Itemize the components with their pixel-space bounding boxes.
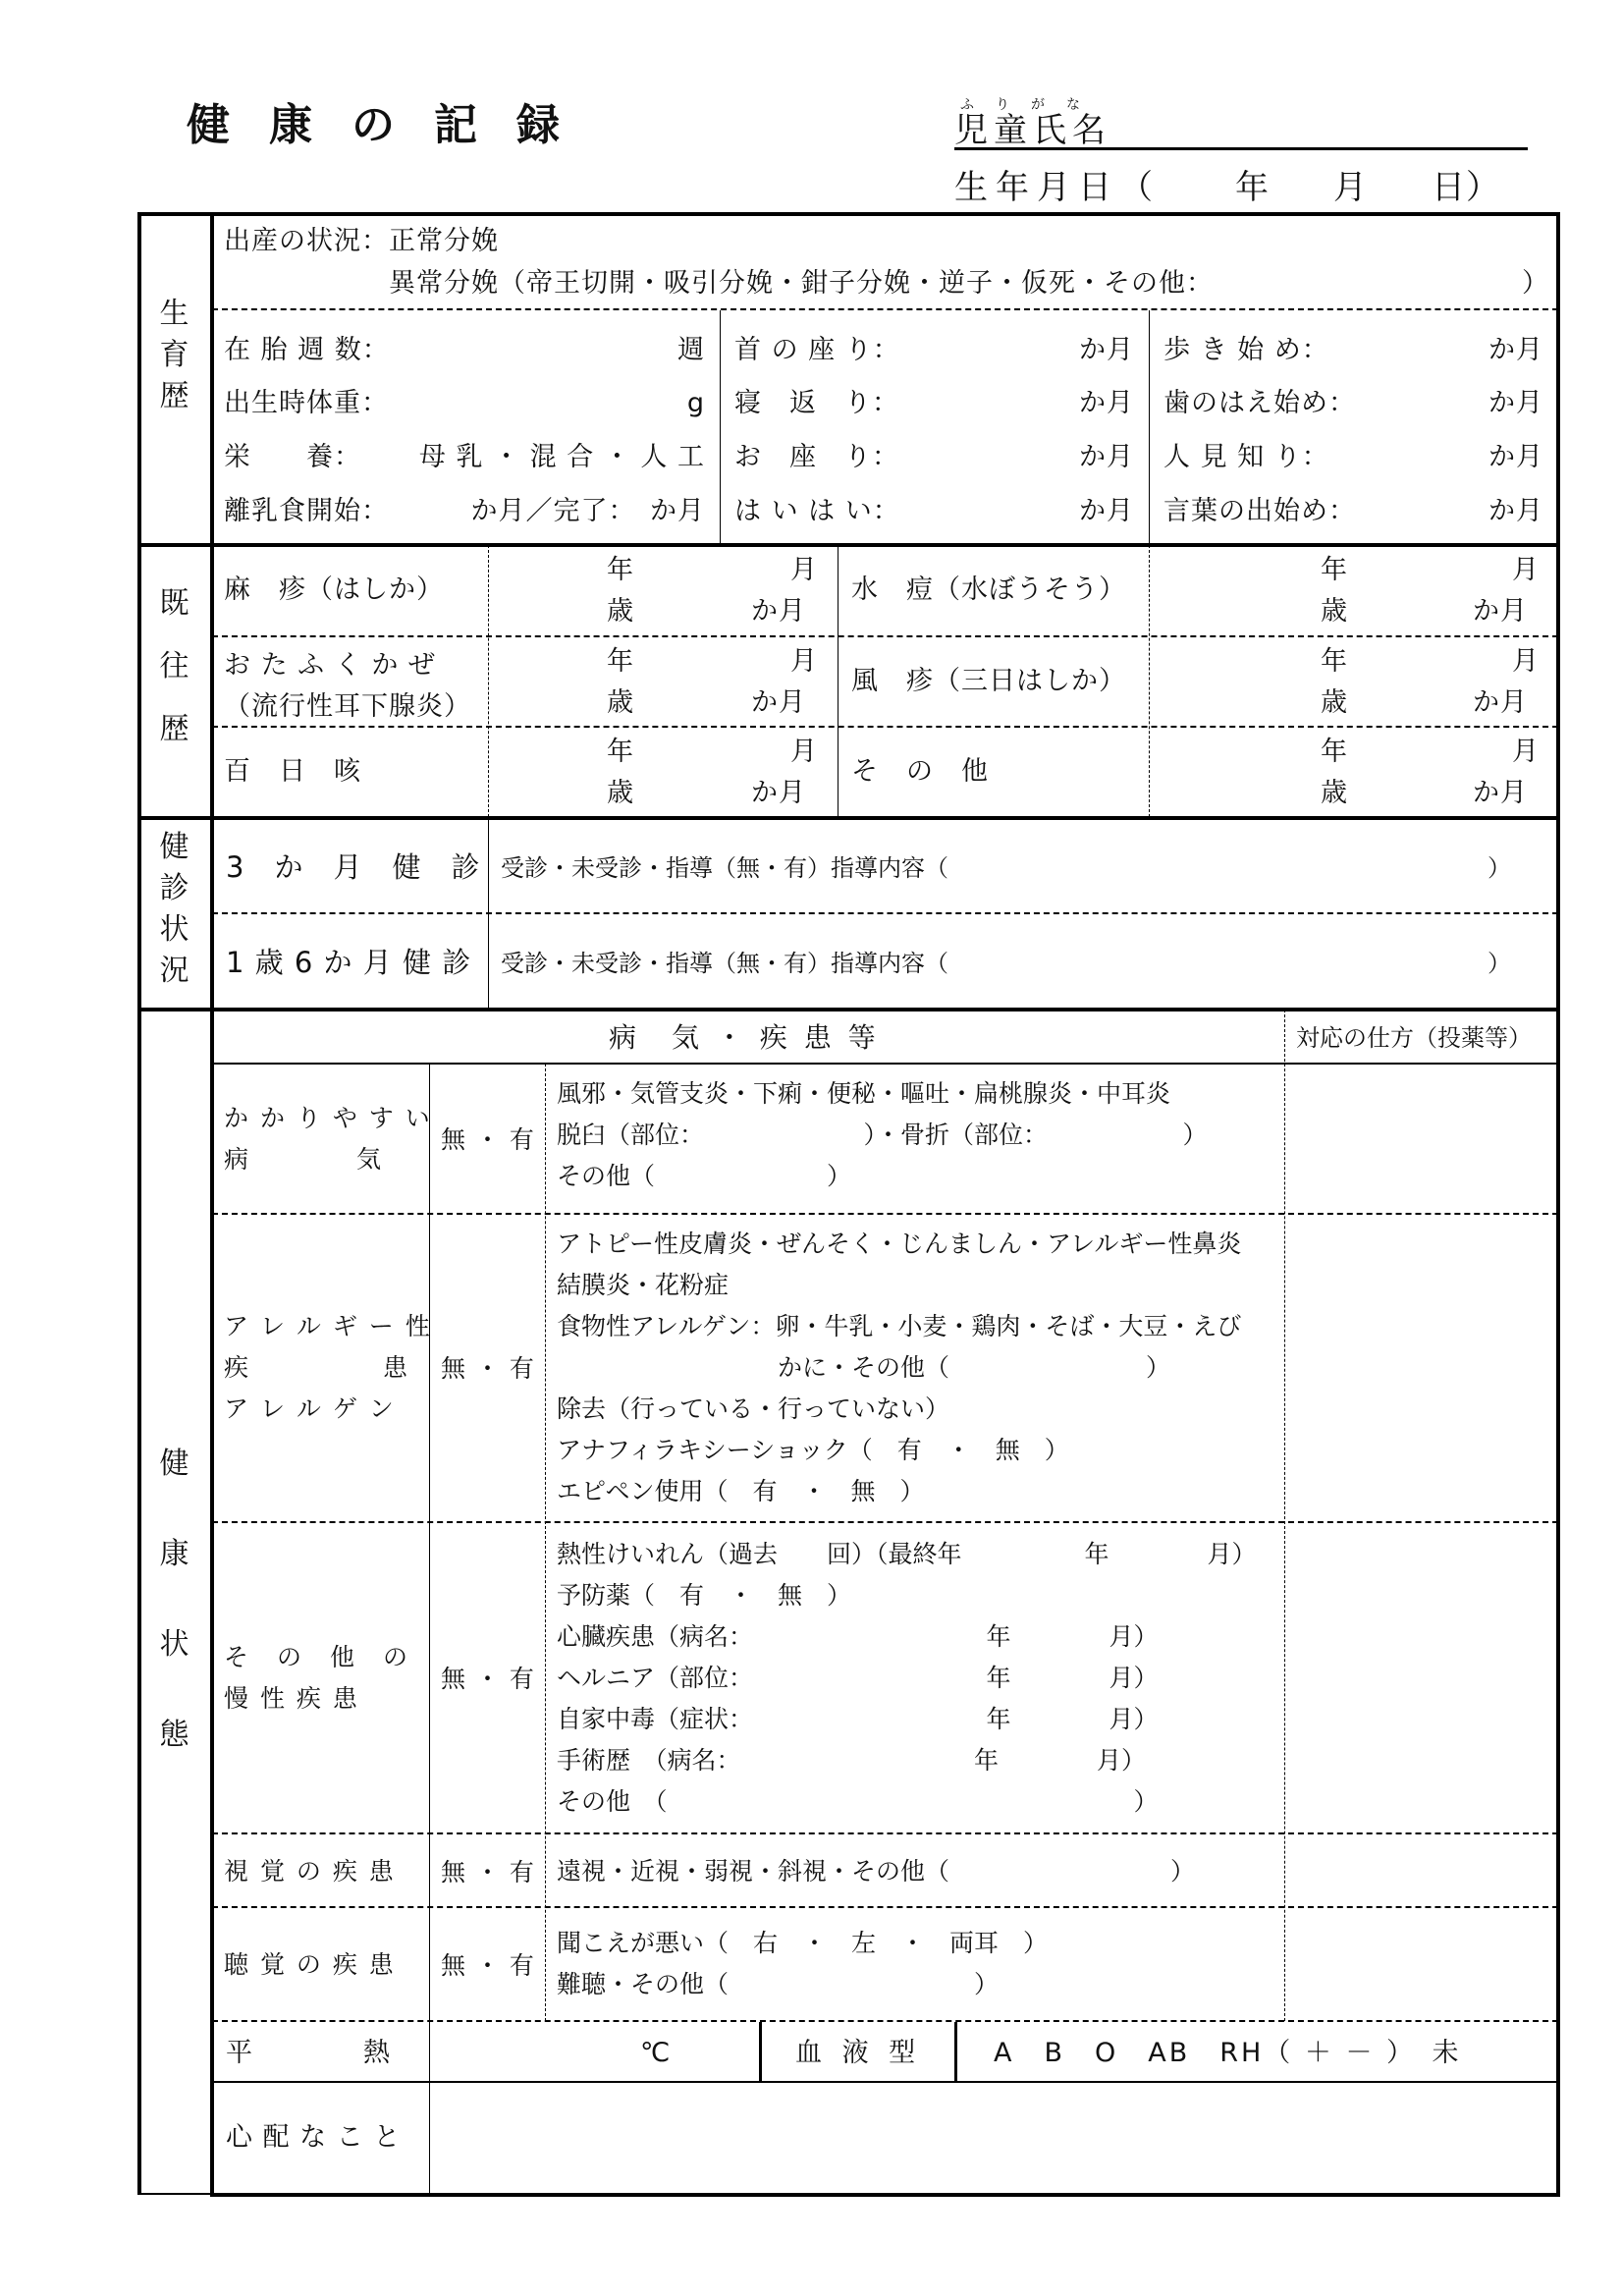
col-divider <box>720 310 721 544</box>
birth-abnormal-close: ） <box>1522 268 1549 299</box>
history-year-unit: 年 <box>607 737 634 767</box>
history-year-unit: 年 <box>607 646 634 677</box>
section-label-char: 育 <box>159 338 189 372</box>
health-detail-line[interactable]: その他（ ） <box>557 1162 852 1190</box>
history-month-unit: 月 <box>790 646 818 677</box>
growth-item-unit: か月 <box>1488 496 1543 526</box>
growth-item-unit: か月 <box>1488 335 1543 365</box>
row-divider <box>212 635 1558 637</box>
history-age-month-unit: か月 <box>1473 778 1528 808</box>
col-divider <box>954 2022 957 2083</box>
table-bottom-border <box>210 2193 1560 2197</box>
history-month-unit: 月 <box>790 555 818 585</box>
yes-no-selector[interactable]: 無 ・ 有 <box>441 1124 535 1154</box>
history-month-unit: 月 <box>1512 555 1540 585</box>
history-age-month-unit: か月 <box>1473 687 1528 718</box>
health-category-label: 視 覚 の 疾 患 <box>224 1856 396 1886</box>
history-disease-label: （流行性耳下腺炎） <box>224 691 471 722</box>
health-detail-line[interactable]: 風邪・気管支炎・下痢・便秘・嘔吐・扁桃腺炎・中耳炎 <box>557 1079 1171 1108</box>
history-date-field[interactable] <box>1213 549 1551 631</box>
history-month-unit: 月 <box>790 737 818 767</box>
health-category-label: 聴 覚 の 疾 患 <box>224 1949 396 1979</box>
history-age-unit: 歳 <box>1321 596 1348 627</box>
section-label-growth <box>137 297 211 413</box>
checkup-18month-guidance-field[interactable] <box>972 941 1483 980</box>
label-column-border <box>210 212 214 2197</box>
history-year-unit: 年 <box>607 555 634 585</box>
row-divider <box>212 1832 1558 1834</box>
checkup-3month-close: ） <box>1488 854 1512 882</box>
response-field[interactable] <box>1290 1912 1553 2017</box>
health-detail-line[interactable]: 心臓疾患（病名： 年 月） <box>557 1622 1159 1651</box>
growth-item-field[interactable] <box>1360 384 1475 421</box>
health-detail-line[interactable]: エピペン使用（ 有 ・ 無 ） <box>557 1477 925 1505</box>
history-year-unit: 年 <box>1321 737 1348 767</box>
section-label-char: 既 <box>159 586 189 621</box>
concerns-label: 心 配 な こ と <box>226 2122 402 2153</box>
name-furigana: ふりがな <box>960 97 1102 113</box>
row-divider <box>212 1063 1558 1065</box>
growth-item-unit: か月 <box>1079 496 1134 526</box>
section-label-char: 往 <box>159 649 189 683</box>
label-column-bottom <box>137 2193 212 2195</box>
growth-item-unit: か月 <box>1079 335 1134 365</box>
birth-date-label: 生年月日（ <box>954 168 1161 207</box>
row-divider <box>212 1213 1558 1215</box>
section-label-checkups <box>137 830 211 988</box>
history-date-field[interactable] <box>499 640 830 723</box>
col-divider <box>1149 545 1150 817</box>
blood-type-options[interactable]: A B O AB RH（ ＋ － ） 未 <box>994 2038 1462 2068</box>
header-disease: 病 気 ・ 疾 患 等 <box>609 1021 880 1054</box>
health-detail-line[interactable]: 難聴・その他（ ） <box>557 1970 1000 1998</box>
row-divider <box>212 1521 1558 1523</box>
concerns-field[interactable] <box>434 2087 1553 2189</box>
health-category-label: 疾 患 <box>224 1353 410 1382</box>
health-detail-line[interactable]: 結膜炎・花粉症 <box>557 1271 730 1299</box>
growth-item-unit: か月 <box>1079 442 1134 472</box>
name-underline <box>954 147 1528 150</box>
history-month-unit: 月 <box>1512 646 1540 677</box>
row-divider <box>212 1906 1558 1908</box>
growth-item-label: お 座 り： <box>734 442 899 472</box>
history-year-unit: 年 <box>1321 555 1348 585</box>
section-label-history <box>137 586 211 746</box>
section-label-char: 状 <box>159 1627 189 1662</box>
section-label-char: 健 <box>159 1447 189 1481</box>
growth-item-label: 首 の 座 り： <box>734 335 900 365</box>
health-detail-line[interactable]: 自家中毒（症状： 年 月） <box>557 1705 1159 1733</box>
section-divider <box>137 816 1560 820</box>
health-detail-line[interactable]: アトピー性皮膚炎・ぜんそく・じんましん・アレルギー性鼻炎 <box>557 1230 1242 1258</box>
checkup-3month-label: 3 か 月 健 診 <box>226 850 481 884</box>
temp-unit: ℃ <box>640 2038 672 2068</box>
response-field[interactable] <box>1290 1838 1553 1904</box>
section-label-health <box>137 1449 211 1750</box>
yes-no-selector[interactable]: 無 ・ 有 <box>441 1665 535 1693</box>
history-age-month-unit: か月 <box>1473 596 1528 627</box>
growth-item-unit: g <box>686 388 705 418</box>
growth-item-field[interactable] <box>931 492 1065 529</box>
section-label-char: 歴 <box>159 379 189 413</box>
birth-day-field[interactable] <box>1370 167 1429 206</box>
blood-type-label: 血 液 型 <box>795 2038 922 2068</box>
health-detail-line[interactable]: その他 （ ） <box>557 1787 1159 1816</box>
history-disease-label: 風 疹（三日はしか） <box>851 666 1126 696</box>
section-label-char: 歴 <box>159 712 189 746</box>
history-disease-label: お た ふ く か ぜ <box>224 650 436 681</box>
health-category-label: か か り や す い <box>224 1103 432 1132</box>
history-year-unit: 年 <box>1321 646 1348 677</box>
checkup-18month-close: ） <box>1488 950 1512 977</box>
history-age-unit: 歳 <box>607 596 634 627</box>
history-month-unit: 月 <box>1512 737 1540 767</box>
health-detail-line[interactable]: ヘルニア（部位： 年 月） <box>557 1664 1159 1692</box>
history-disease-label: 麻 疹（はしか） <box>224 574 444 605</box>
growth-item-field[interactable] <box>1360 438 1475 475</box>
growth-item-unit: か月 <box>1488 388 1543 418</box>
section-label-char: 康 <box>159 1537 189 1571</box>
section-divider <box>137 1008 1560 1011</box>
health-detail-line[interactable]: 脱臼（部位： ）・骨折（部位： ） <box>557 1121 1208 1149</box>
growth-item-field[interactable] <box>1360 331 1475 368</box>
col-divider <box>429 1064 430 2194</box>
section-label-char: 態 <box>159 1718 189 1752</box>
growth-item-unit: か月 <box>1079 388 1134 418</box>
history-age-unit: 歳 <box>607 687 634 718</box>
health-category-label: ア レ ル ゲ ン <box>224 1394 396 1423</box>
row-divider <box>212 308 1558 310</box>
section-label-char: 況 <box>159 954 189 988</box>
growth-item-field[interactable] <box>931 384 1065 421</box>
health-category-label: 病 気 <box>224 1144 384 1174</box>
row-divider <box>212 2081 1558 2083</box>
col-divider <box>759 2022 762 2083</box>
row-divider <box>212 2020 1558 2022</box>
birth-year-unit: 年 <box>1235 168 1270 207</box>
yes-no-selector[interactable]: 無 ・ 有 <box>441 1950 535 1980</box>
growth-item-field[interactable] <box>420 331 636 368</box>
growth-item-unit: か月／完了： か月 <box>470 496 705 526</box>
col-divider <box>488 545 489 817</box>
yes-no-selector[interactable]: 無 ・ 有 <box>441 1857 535 1886</box>
page-title: 健康の記録 <box>187 100 599 150</box>
section-divider <box>137 543 1560 547</box>
row-divider <box>212 726 1558 728</box>
growth-item-label: は い は い： <box>734 496 900 526</box>
col-divider <box>1284 1010 1285 2021</box>
history-date-field[interactable] <box>1213 731 1551 813</box>
growth-item-label: 出生時体重： <box>224 388 389 418</box>
health-detail-line[interactable]: 手術歴 （病名： 年 月） <box>557 1746 1147 1775</box>
section-label-char: 生 <box>159 297 189 331</box>
history-age-unit: 歳 <box>1321 687 1348 718</box>
birth-day-unit: 日） <box>1432 168 1500 207</box>
growth-item-label: 在 胎 週 数： <box>224 335 390 365</box>
health-detail-line[interactable]: かに・その他（ ） <box>557 1353 1171 1382</box>
header-response: 対応の仕方（投薬等） <box>1296 1024 1532 1052</box>
growth-item-field[interactable] <box>420 384 636 421</box>
health-category-label: ア レ ル ギ ー 性 <box>224 1312 432 1340</box>
yes-no-selector[interactable]: 無 ・ 有 <box>441 1354 535 1383</box>
birth-status-label: 出産の状況：正常分娩 <box>224 226 499 256</box>
health-category-label: 慢 性 疾 患 <box>224 1684 359 1713</box>
temp-label: 平 熱 <box>226 2038 391 2068</box>
history-date-field[interactable] <box>499 731 830 813</box>
growth-item-field[interactable] <box>931 438 1065 475</box>
history-age-month-unit: か月 <box>751 687 806 718</box>
table-right-border <box>1556 212 1560 2197</box>
growth-item-label: 栄 養： <box>224 442 361 472</box>
section-label-char: 健 <box>159 830 189 864</box>
col-divider <box>838 545 839 817</box>
birth-year-field[interactable] <box>1159 167 1237 206</box>
growth-item-label: 歯のはえ始め： <box>1163 388 1356 418</box>
growth-item-unit: か月 <box>1488 442 1543 472</box>
history-age-month-unit: か月 <box>751 778 806 808</box>
birth-other-field[interactable] <box>1159 265 1522 301</box>
growth-item-label: 歩 き 始 め： <box>1163 335 1329 365</box>
growth-item-label: 言葉の出始め： <box>1163 496 1356 526</box>
growth-item-label: 寝 返 り： <box>734 388 899 418</box>
health-detail-line[interactable]: 食物性アレルゲン：卵・牛乳・小麦・鶏肉・そば・大豆・えび <box>557 1312 1242 1340</box>
health-category-label: そ の 他 の <box>224 1643 410 1671</box>
response-field[interactable] <box>1290 1218 1553 1518</box>
response-field[interactable] <box>1290 1526 1553 1831</box>
growth-item-field[interactable] <box>931 331 1065 368</box>
health-detail-line[interactable]: 除去（行っている・行っていない） <box>557 1394 950 1423</box>
child-name-label: 児童氏名 <box>954 111 1111 150</box>
health-detail-line[interactable]: 遠視・近視・弱視・斜視・その他（ ） <box>557 1857 1196 1886</box>
history-date-field[interactable] <box>499 549 830 631</box>
birth-month-unit: 月 <box>1333 168 1368 207</box>
growth-item-unit: 母 乳 ・ 混 合 ・ 人 工 <box>418 442 705 472</box>
growth-item-field[interactable] <box>1360 492 1475 529</box>
history-disease-label: 百 日 咳 <box>224 756 361 787</box>
health-detail-line[interactable]: 聞こえが悪い（ 右 ・ 左 ・ 両耳 ） <box>557 1929 1049 1957</box>
section-label-char: 状 <box>159 912 189 947</box>
history-date-field[interactable] <box>1213 640 1551 723</box>
birth-abnormal-options: 異常分娩（帝王切開・吸引分娩・鉗子分娩・逆子・仮死・その他： <box>389 268 1214 299</box>
row-divider <box>212 912 1558 914</box>
table-left-border <box>137 212 141 2195</box>
history-age-unit: 歳 <box>1321 778 1348 808</box>
response-field[interactable] <box>1290 1067 1553 1210</box>
child-name-field[interactable] <box>1109 106 1522 145</box>
health-detail-line[interactable]: 予防薬（ 有 ・ 無 ） <box>557 1581 852 1610</box>
history-disease-label: 水 痘（水ぼうそう） <box>851 574 1126 605</box>
checkup-3month-guidance-field[interactable] <box>972 847 1483 886</box>
growth-item-label: 人 見 知 り： <box>1163 442 1329 472</box>
section-label-char: 診 <box>159 871 189 905</box>
health-detail-line[interactable]: 熱性けいれん（過去 回）（最終年 年 月） <box>557 1540 1257 1568</box>
birth-month-field[interactable] <box>1276 167 1330 206</box>
growth-item-label: 離乳食開始： <box>224 496 389 526</box>
history-disease-label: そ の 他 <box>851 756 989 787</box>
col-divider <box>545 1064 546 2021</box>
table-top-border <box>137 212 1560 216</box>
checkup-3month-options[interactable]: 受診・未受診・指導（無・有）指導内容（ <box>501 854 948 882</box>
history-age-month-unit: か月 <box>751 596 806 627</box>
checkup-18month-label: 1 歳 6 か 月 健 診 <box>226 946 472 979</box>
col-divider <box>1149 310 1150 544</box>
health-detail-line[interactable]: アナフィラキシーショック（ 有 ・ 無 ） <box>557 1436 1069 1464</box>
temperature-field[interactable] <box>442 2027 638 2076</box>
history-age-unit: 歳 <box>607 778 634 808</box>
checkup-18month-options[interactable]: 受診・未受診・指導（無・有）指導内容（ <box>501 950 948 977</box>
growth-item-unit: 週 <box>677 335 705 365</box>
